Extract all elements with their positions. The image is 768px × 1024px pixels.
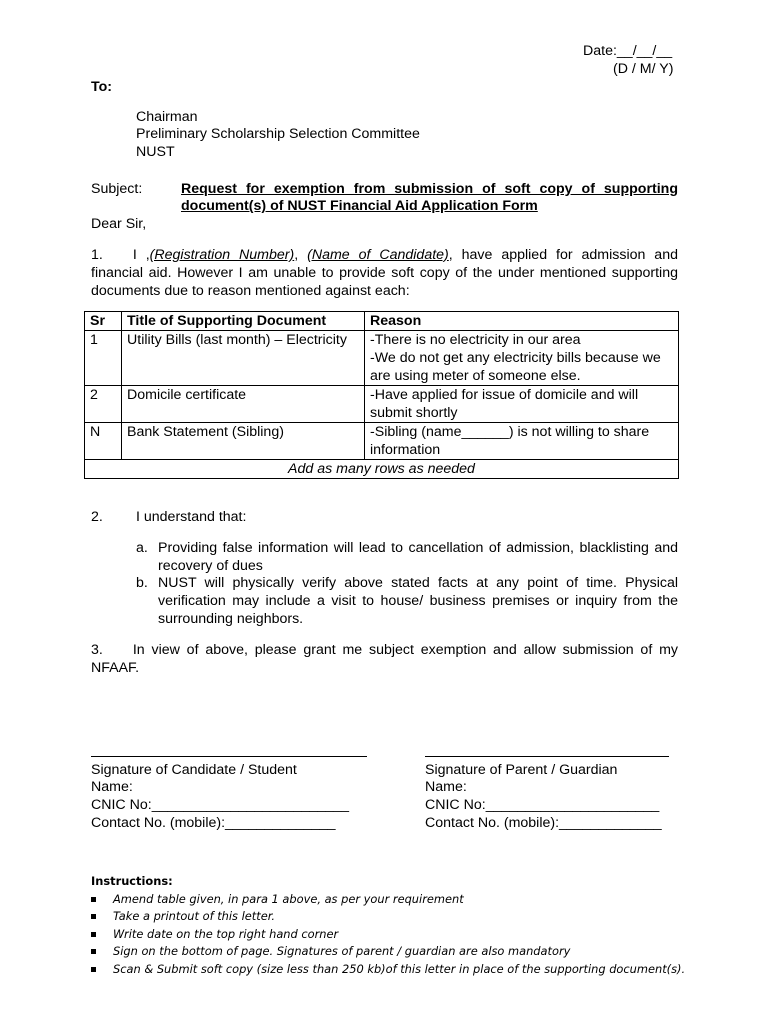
row-reason: -Have applied for issue of domicile and will submit shortly — [365, 386, 679, 423]
subject-label: Subject: — [91, 181, 143, 197]
supporting-documents-table — [84, 311, 679, 479]
recipient-org: NUST — [136, 144, 175, 160]
para-1-text: , have applied for admission and financial aid. However I am unable to provide soft copy of the under mentioned supporting documents due to reason mentioned against each: — [91, 247, 678, 299]
student-signature-line — [91, 756, 367, 757]
candidate-name-placeholder: (Name of Candidate) — [307, 247, 449, 263]
para-3-number: 3. — [91, 642, 103, 658]
header-sr: Sr — [85, 312, 122, 331]
bullet-icon — [91, 949, 96, 954]
salutation: Dear Sir, — [91, 216, 147, 232]
parent-name-field: Name: — [425, 779, 467, 795]
parent-contact-field: Contact No. (mobile):_____________ — [425, 815, 662, 831]
add-rows-note: Add as many rows as needed — [85, 460, 679, 479]
table-footer-row — [85, 460, 679, 479]
to-label: To: — [91, 79, 113, 95]
instructions-title: Instructions: — [91, 874, 173, 888]
date-field: Date:__/__/__ — [583, 43, 673, 59]
subject-line-2: document(s) of NUST Financial Aid Application Form — [181, 198, 538, 214]
bullet-icon — [91, 914, 96, 919]
paragraph-3 — [91, 641, 678, 677]
paragraph-1: 1. I ,(Registration Number), (Name of Candidate), have applied for admission and financial aid. However I am unable to provide soft copy of the under mentioned supporting documents due to reason mentioned against each: — [91, 247, 678, 299]
instruction-item: Scan & Submit soft copy (size less than 250 kb)of this letter in place of the supporting document(s). — [91, 961, 685, 979]
parent-signature-title: Signature of Parent / Guardian — [425, 762, 618, 778]
row-title: Bank Statement (Sibling) — [122, 423, 365, 460]
instructions-list — [91, 891, 685, 979]
row-title: Domicile certificate — [122, 386, 365, 423]
para-3-text: In view of above, please grant me subject exemption and allow submission of my NFAAF. — [91, 642, 678, 676]
registration-number-placeholder: (Registration Number) — [149, 247, 295, 263]
bullet-icon — [91, 932, 96, 937]
para-1-intro: I , — [132, 247, 150, 263]
header-reason: Reason — [365, 312, 679, 331]
row-sr: N — [85, 423, 122, 460]
student-cnic-field: CNIC No:_________________________ — [91, 797, 349, 813]
instruction-item: Write date on the top right hand corner — [91, 926, 685, 944]
header-title: Title of Supporting Document — [122, 312, 365, 331]
instruction-item: Amend table given, in para 1 above, as per your requirement — [91, 891, 685, 909]
parent-signature-line — [425, 756, 669, 757]
date-format: (D / M/ Y) — [613, 61, 674, 77]
recipient-title: Chairman — [136, 109, 198, 125]
table-header-row — [85, 312, 679, 331]
instructions — [91, 873, 685, 978]
row-sr: 2 — [85, 386, 122, 423]
student-contact-field: Contact No. (mobile):______________ — [91, 815, 336, 831]
table-row — [85, 423, 679, 460]
student-name-field: Name: — [91, 779, 133, 795]
student-signature-title: Signature of Candidate / Student — [91, 762, 297, 778]
recipient-committee: Preliminary Scholarship Selection Committee — [136, 126, 420, 142]
list-item: b. NUST will physically verify above stated facts at any point of time. Physical verification may include a visit to house/ business premises or inquiry from the surrounding neighbors. — [136, 575, 678, 627]
para-2-number: 2. — [91, 509, 103, 525]
row-reason: -Sibling (name______) is not willing to share information — [365, 423, 679, 460]
para-1-number: 1. — [91, 247, 103, 263]
para-2-text: I understand that: — [136, 509, 247, 525]
bullet-icon — [91, 967, 96, 972]
instruction-item: Take a printout of this letter. — [91, 908, 685, 926]
table-row — [85, 386, 679, 423]
row-title: Utility Bills (last month) – Electricity — [122, 331, 365, 386]
instruction-item: Sign on the bottom of page. Signatures of parent / guardian are also mandatory — [91, 943, 685, 961]
row-reason: -There is no electricity in our area -We do not get any electricity bills because we are using meter of someone else. — [365, 331, 679, 386]
table-row — [85, 331, 679, 386]
subject-line-1: Request for exemption from submission of soft copy of supporting — [181, 181, 678, 197]
row-sr: 1 — [85, 331, 122, 386]
list-item: a. Providing false information will lead to cancellation of admission, blacklisting and recovery of dues — [136, 540, 678, 574]
bullet-icon — [91, 897, 96, 902]
parent-cnic-field: CNIC No:______________________ — [425, 797, 660, 813]
